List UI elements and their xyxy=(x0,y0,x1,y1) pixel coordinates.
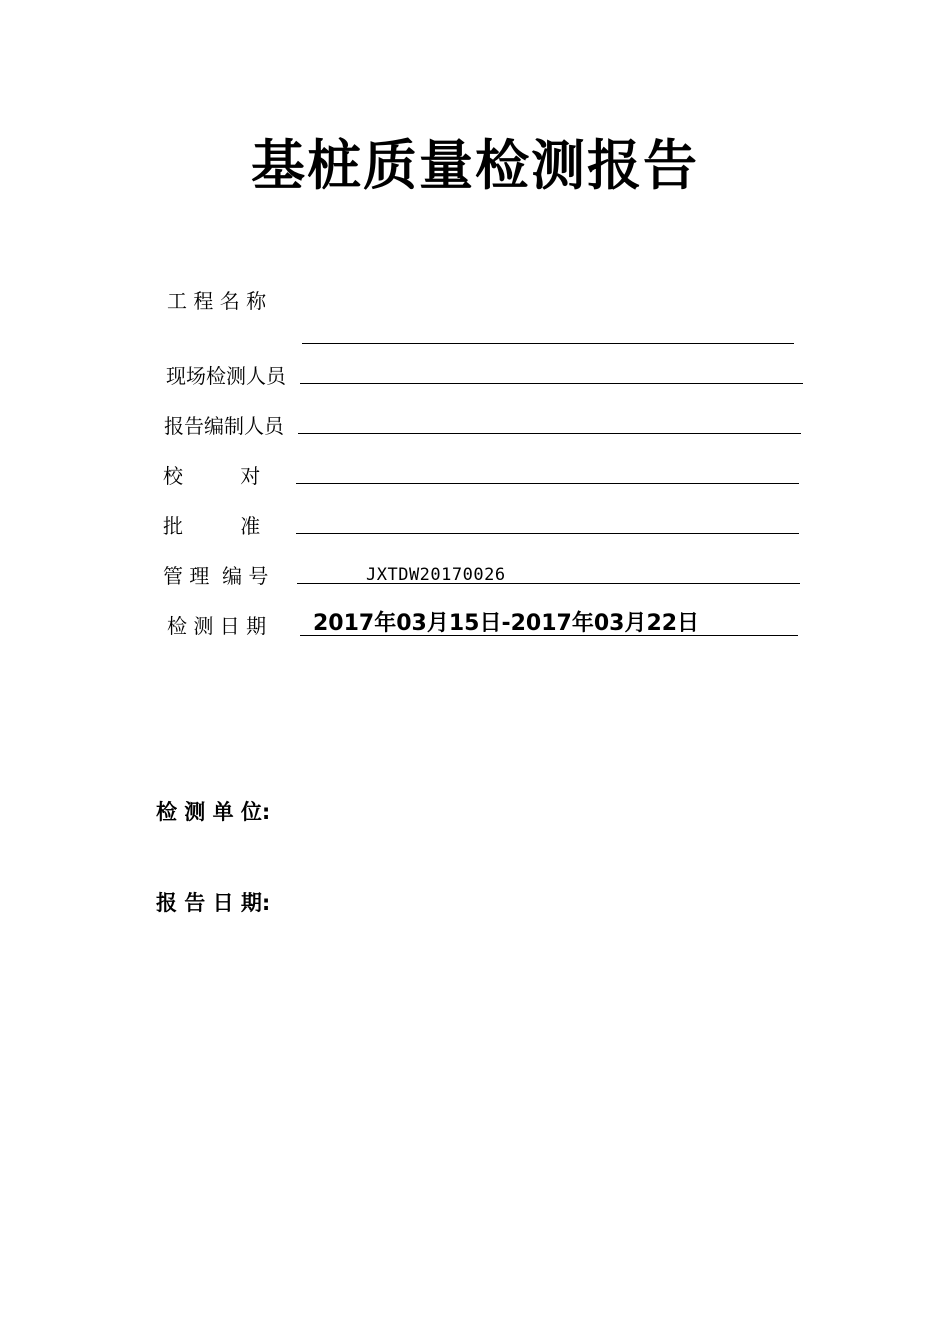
field-inspectors-line xyxy=(300,383,803,384)
test-date-label: 检 测 日 期 xyxy=(167,614,267,638)
field-inspectors-label: 现场检测人员 xyxy=(166,364,286,388)
testing-unit-label: 检 测 单 位: xyxy=(156,800,271,824)
management-number-label: 管 理 编 号 xyxy=(163,564,269,588)
project-name-line xyxy=(302,343,794,344)
project-name-label: 工 程 名 称 xyxy=(167,289,267,313)
proofreading-line xyxy=(296,483,799,484)
approval-label: 批 准 xyxy=(163,514,261,538)
report-date-label: 报 告 日 期: xyxy=(156,891,271,915)
management-number-line xyxy=(297,583,800,584)
test-date-value: 2017年03月15日-2017年03月22日 xyxy=(313,611,700,636)
report-compilers-label: 报告编制人员 xyxy=(164,414,284,438)
document-title: 基桩质量检测报告 xyxy=(251,134,699,197)
report-compilers-line xyxy=(298,433,801,434)
management-number-value: JXTDW20170026 xyxy=(366,565,506,585)
proofreading-label: 校 对 xyxy=(163,464,261,488)
approval-line xyxy=(296,533,799,534)
test-date-line xyxy=(300,635,798,636)
